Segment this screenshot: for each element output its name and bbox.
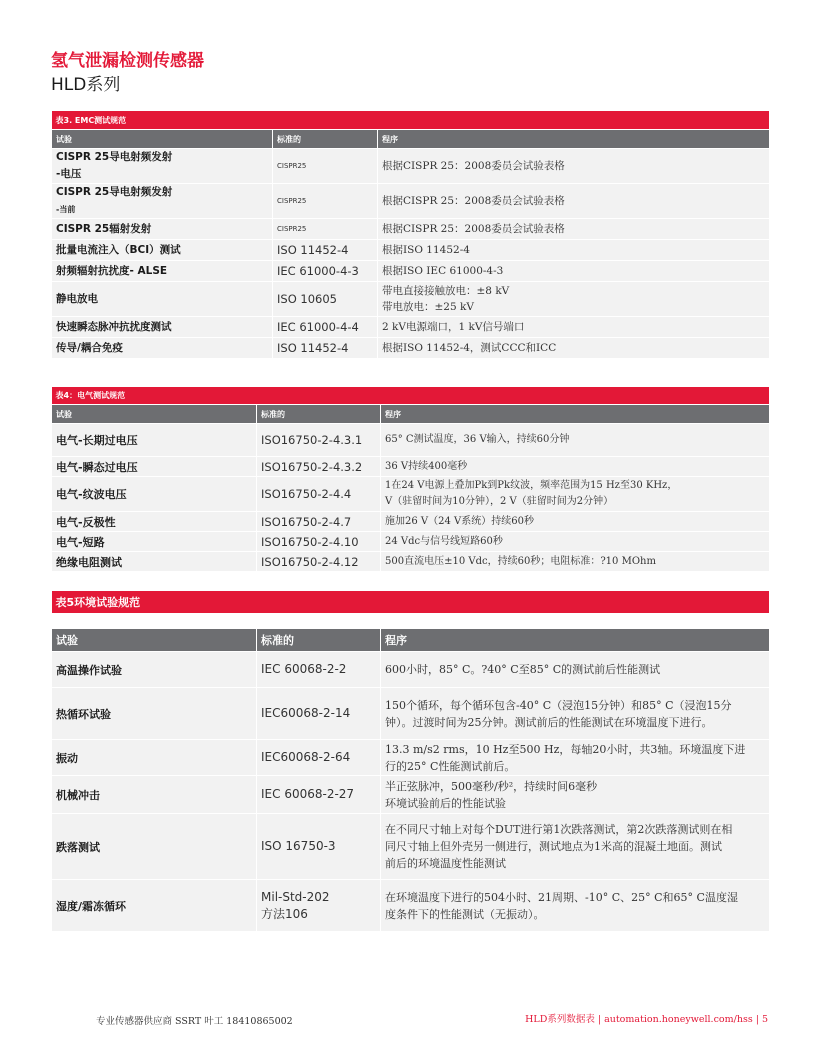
table-row (52, 424, 769, 457)
standard-cell: ISO 10605 (273, 282, 378, 317)
column-header-procedure: 程序 (381, 405, 769, 424)
standard-cell: ISO 11452-4 (273, 240, 378, 261)
table-row (52, 219, 769, 240)
standard-cell: CISPR25 (273, 184, 378, 219)
test-cell: 静电放电 (52, 282, 273, 317)
standard-cell: IEC60068-2-64 (257, 740, 381, 776)
standard-cell: ISO 16750-3 (257, 814, 381, 880)
procedure-cell: 根据ISO 11452-4 (378, 240, 769, 261)
table-row (52, 814, 769, 880)
procedure-cell: 13.3 m/s2 rms，10 Hz至500 Hz，每轴20小时，共3轴。环境温度下进 行的25° C性能测试前后。 (381, 740, 769, 776)
footer-doc-title: HLD系列数据表 (525, 1014, 595, 1025)
test-cell: 批量电流注入（BCI）测试 (52, 240, 273, 261)
test-cell: 高温操作试验 (52, 652, 257, 688)
test-cell: 快速瞬态脉冲抗扰度测试 (52, 317, 273, 338)
test-cell: 跌落测试 (52, 814, 257, 880)
table-caption: 表4：电气测试规范 (52, 387, 769, 405)
test-cell: 湿度/霜冻循环 (52, 880, 257, 932)
standard-cell: Mil-Std-202 方法106 (257, 880, 381, 932)
test-cell: 电气-纹波电压 (52, 477, 257, 512)
standard-cell: CISPR25 (273, 149, 378, 184)
procedure-cell: 根据CISPR 25：2008委员会试验表格 (378, 149, 769, 184)
column-header-procedure: 程序 (381, 629, 769, 652)
table-row (52, 740, 769, 776)
table-caption: 表5环境试验规范 (52, 591, 769, 614)
table-row (52, 282, 769, 317)
standard-cell: ISO16750-2-4.3.1 (257, 424, 381, 457)
column-header-standard: 标准的 (257, 629, 381, 652)
procedure-cell: 半正弦脉冲，500毫秒/秒²，持续时间6毫秒 环境试验前后的性能试验 (381, 776, 769, 814)
standard-cell: ISO 11452-4 (273, 338, 378, 359)
test-cell: CISPR 25导电射频发射 -当前 (52, 184, 273, 219)
table-row (52, 317, 769, 338)
standard-cell: ISO16750-2-4.3.2 (257, 457, 381, 477)
test-cell: 电气-反极性 (52, 512, 257, 532)
table-row (52, 880, 769, 932)
procedure-cell: 500直流电压±10 Vdc，持续60秒；电阻标准：?10 MOhm (381, 552, 769, 572)
test-cell: CISPR 25导电射频发射 -电压 (52, 149, 273, 184)
spacer (52, 614, 769, 629)
column-header-test: 试验 (52, 405, 257, 424)
table-row (52, 149, 769, 184)
procedure-cell: 24 Vdc与信号线短路60秒 (381, 532, 769, 552)
test-cell: 振动 (52, 740, 257, 776)
test-cell: 机械冲击 (52, 776, 257, 814)
table-row (52, 512, 769, 532)
column-header-standard: 标准的 (273, 130, 378, 149)
standard-cell: ISO16750-2-4.10 (257, 532, 381, 552)
test-cell: CISPR 25辐射发射 (52, 219, 273, 240)
table-row (52, 184, 769, 219)
test-cell: 电气-短路 (52, 532, 257, 552)
footer-contact: 专业传感器供应商 SSRT 叶工 18410865002 (96, 1016, 293, 1027)
test-cell: 热循环试验 (52, 688, 257, 740)
standard-cell: IEC 61000-4-3 (273, 261, 378, 282)
table-row (52, 477, 769, 512)
table-row (52, 457, 769, 477)
column-header-procedure: 程序 (378, 130, 769, 149)
table-row (52, 652, 769, 688)
emc-test-table (51, 111, 769, 359)
standard-cell: ISO16750-2-4.4 (257, 477, 381, 512)
table-row (52, 261, 769, 282)
test-cell: 射频辐射抗扰度- ALSE (52, 261, 273, 282)
footer-page-number: 5 (761, 1014, 768, 1025)
standard-cell: IEC 60068-2-2 (257, 652, 381, 688)
table-row (52, 240, 769, 261)
environmental-test-table (51, 591, 769, 932)
column-header-test: 试验 (52, 130, 273, 149)
footer-doc-info: HLD系列数据表 | automation.honeywell.com/hss | 5 (525, 1014, 768, 1025)
table-row (52, 776, 769, 814)
standard-cell: IEC 60068-2-27 (257, 776, 381, 814)
test-cell: 传导/耦合免疫 (52, 338, 273, 359)
test-cell: 电气-长期过电压 (52, 424, 257, 457)
standard-cell: ISO16750-2-4.12 (257, 552, 381, 572)
column-header-test: 试验 (52, 629, 257, 652)
procedure-cell: 600小时，85° C。?40° C至85° C的测试前后性能测试 (381, 652, 769, 688)
procedure-cell: 施加26 V（24 V系统）持续60秒 (381, 512, 769, 532)
table-row (52, 338, 769, 359)
procedure-cell: 在环境温度下进行的504小时、21周期、-10° C、25° C和65° C温度湿 度条件下的性能测试（无振动）。 (381, 880, 769, 932)
procedure-cell: 根据CISPR 25：2008委员会试验表格 (378, 219, 769, 240)
procedure-cell: 带电直接接触放电：±8 kV 带电放电：±25 kV (378, 282, 769, 317)
column-header-standard: 标准的 (257, 405, 381, 424)
table-row (52, 532, 769, 552)
procedure-cell: 1在24 V电源上叠加Pk到Pk纹波，频率范围为15 Hz至30 KHz， V（驻留时间为10分钟），2 V（驻留时间为2分钟） (381, 477, 769, 512)
procedure-cell: 根据CISPR 25：2008委员会试验表格 (378, 184, 769, 219)
test-cell: 电气-瞬态过电压 (52, 457, 257, 477)
table-row (52, 552, 769, 572)
procedure-cell: 在不同尺寸轴上对每个DUT进行第1次跌落测试，第2次跌落测试则在相 同尺寸轴上但外壳另一侧进行，测试地点为1米高的混凝土地面。测试 前后的环境温度性能测试 (381, 814, 769, 880)
page-title: 氢气泄漏检测传感器 (51, 51, 204, 71)
electrical-test-table (51, 387, 769, 572)
procedure-cell: 65° C测试温度，36 V输入，持续60分钟 (381, 424, 769, 457)
standard-cell: CISPR25 (273, 219, 378, 240)
procedure-cell: 2 kV电源端口，1 kV信号端口 (378, 317, 769, 338)
test-cell: 绝缘电阻测试 (52, 552, 257, 572)
page-subtitle: HLD系列 (51, 75, 121, 95)
standard-cell: IEC 61000-4-4 (273, 317, 378, 338)
table-caption: 表3. EMC测试规范 (52, 111, 769, 130)
standard-cell: IEC60068-2-14 (257, 688, 381, 740)
standard-cell: ISO16750-2-4.7 (257, 512, 381, 532)
procedure-cell: 36 V持续400毫秒 (381, 457, 769, 477)
table-row (52, 688, 769, 740)
procedure-cell: 150个循环，每个循环包含-40° C（浸泡15分钟）和85° C（浸泡15分 钟）。过渡时间为25分钟。测试前后的性能测试在环境温度下进行。 (381, 688, 769, 740)
procedure-cell: 根据ISO 11452-4，测试CCC和ICC (378, 338, 769, 359)
footer-url-link[interactable]: automation.honeywell.com/hss (604, 1014, 753, 1025)
procedure-cell: 根据ISO IEC 61000-4-3 (378, 261, 769, 282)
